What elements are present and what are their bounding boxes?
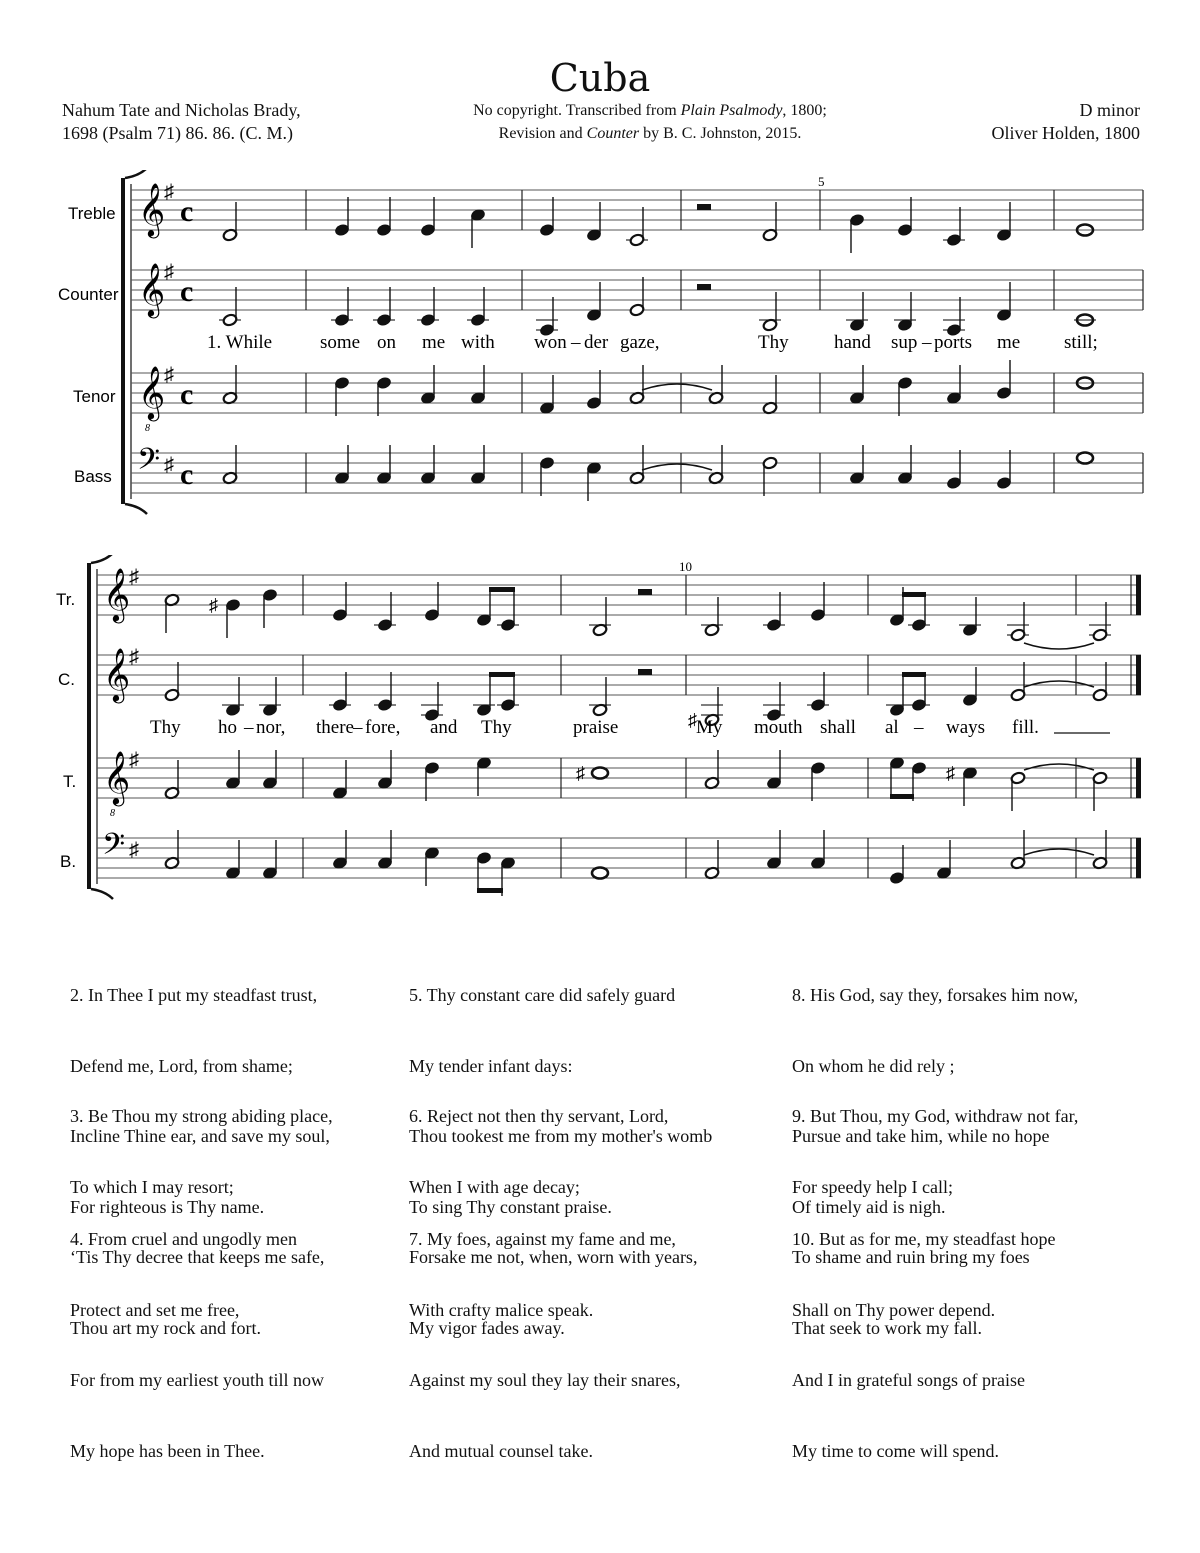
note — [810, 582, 825, 622]
final-barlines — [1131, 575, 1141, 878]
stanza-line: 6. Reject not then thy servant, Lord, — [409, 1106, 669, 1126]
note — [996, 450, 1011, 490]
sharp-icon: ♯ — [946, 763, 955, 783]
note — [849, 445, 864, 485]
tie — [642, 384, 712, 390]
note — [766, 750, 781, 790]
stanza-line: That seek to work my fall. — [792, 1317, 982, 1338]
note — [629, 445, 644, 485]
note — [897, 445, 912, 485]
note — [943, 297, 965, 337]
lyric-syllable: Thy — [758, 332, 789, 353]
note — [704, 840, 719, 880]
note — [894, 292, 916, 332]
note — [332, 582, 347, 622]
tie — [1024, 681, 1094, 687]
stanza-line: Pursue and take him, while no hope — [792, 1126, 1050, 1146]
lyric-hyphen: – — [353, 717, 363, 738]
copyright-note — [360, 99, 940, 145]
stanza-line: My hope has been in Thee. — [70, 1440, 265, 1461]
note — [476, 587, 491, 627]
stanza-line: Shall on Thy power depend. — [792, 1299, 996, 1320]
note — [996, 202, 1011, 242]
tune-credit — [992, 99, 1140, 145]
note — [629, 277, 644, 317]
note — [763, 592, 785, 632]
note — [222, 445, 237, 485]
note — [586, 282, 601, 322]
beam — [902, 672, 926, 677]
note — [946, 763, 978, 806]
staff-treble — [97, 575, 1141, 615]
note — [897, 197, 912, 237]
lyric-syllable: and — [430, 717, 458, 738]
note — [467, 287, 489, 327]
half-rest — [638, 589, 652, 595]
stanza-line: My time to come will spend. — [792, 1440, 999, 1461]
lyric-hyphen: – — [244, 717, 254, 738]
note — [417, 287, 439, 327]
stanza-line: ‘Tis Thy decree that keeps me safe, — [70, 1247, 325, 1267]
beam — [489, 587, 515, 592]
note — [708, 365, 723, 405]
note — [334, 376, 349, 416]
stanza-line: When I with age decay; — [409, 1176, 580, 1197]
sharp-icon: ♯ — [209, 595, 218, 615]
stanza-line: 7. My foes, against my fame and me, — [409, 1229, 676, 1249]
note — [586, 370, 601, 410]
stanza-line: 4. From cruel and ungodly men — [70, 1229, 297, 1249]
tie — [642, 464, 712, 470]
part-label-tenor: Tenor — [73, 387, 116, 406]
note — [1010, 662, 1025, 702]
lyric-syllable: me — [997, 332, 1021, 353]
tie — [1024, 849, 1094, 855]
note — [376, 376, 391, 416]
lyric-syllable: ways — [946, 717, 986, 738]
note — [810, 761, 825, 801]
note — [332, 830, 347, 870]
sharp-icon: ♯ — [129, 749, 139, 771]
part-label-counter: Counter — [58, 285, 119, 304]
note — [996, 360, 1011, 400]
note — [1089, 602, 1111, 642]
note — [329, 672, 351, 712]
note — [536, 297, 558, 337]
note — [332, 760, 347, 800]
note — [849, 365, 864, 405]
note — [374, 592, 396, 632]
lyric-syllable: fore, — [365, 717, 401, 738]
note — [701, 597, 723, 637]
note — [586, 461, 601, 501]
lyric-syllable: on — [377, 332, 396, 353]
stanza-line: My vigor fades away. — [409, 1317, 565, 1338]
copyright-line-1: No copyright. Transcribed from Plain Psalmody, 1800; — [473, 102, 827, 119]
treble-clef-icon: 𝄞 — [103, 649, 131, 700]
note — [762, 202, 777, 242]
note — [421, 682, 443, 722]
lyric-syllable: ports — [934, 332, 972, 353]
stanza-line: Incline Thine ear, and save my soul, — [70, 1126, 330, 1146]
lyric-syllable: hand — [834, 332, 871, 353]
beam — [890, 794, 914, 799]
staff-bass — [97, 838, 1141, 878]
beam — [477, 888, 503, 893]
stanza-line: Of timely aid is nigh. — [792, 1196, 946, 1217]
lyric-syllable: still; — [1064, 332, 1098, 353]
half-rest — [697, 204, 711, 210]
lyric-syllable: nor, — [256, 717, 286, 738]
note — [1010, 830, 1025, 870]
note — [164, 830, 179, 870]
tie — [1024, 764, 1094, 770]
lyric-syllable: mouth — [754, 717, 803, 738]
note — [262, 840, 277, 880]
stanza-line: 2. In Thee I put my steadfast trust, — [70, 985, 318, 1005]
note — [420, 197, 435, 237]
note — [225, 750, 240, 790]
stanza-line: For righteous is Thy name. — [70, 1196, 265, 1217]
note — [704, 750, 719, 790]
part-label-bass: B. — [60, 852, 77, 871]
lyric-hyphen: – — [571, 332, 581, 353]
sharp-icon: ♯ — [129, 566, 139, 588]
note — [766, 830, 781, 870]
half-rest — [697, 284, 711, 290]
note — [759, 292, 781, 332]
sharp-icon: ♯ — [164, 181, 174, 203]
note — [225, 840, 240, 880]
stanza-line: Defend me, Lord, from shame; — [70, 1055, 293, 1076]
note — [1010, 771, 1025, 811]
note — [209, 595, 241, 638]
part-label-bass: Bass — [74, 467, 112, 486]
lyric-syllable: al — [885, 717, 899, 738]
stanza-line: For speedy help I call; — [792, 1176, 953, 1197]
note — [576, 763, 608, 783]
note — [589, 677, 611, 717]
clefs-system-2 — [102, 568, 130, 868]
note — [1092, 830, 1107, 870]
lyric-syllable: Thy — [481, 717, 512, 738]
lyric-syllable: sup — [891, 332, 918, 353]
staff-tenor — [97, 758, 1141, 798]
stanza-line: 5. Thy constant care did safely guard — [409, 985, 676, 1005]
bass-clef-icon: 𝄢 — [137, 443, 161, 483]
part-label-treble: Tr. — [56, 590, 76, 609]
note — [908, 592, 930, 632]
lyric-syllable: praise — [573, 717, 619, 738]
note — [424, 582, 439, 622]
staff-treble — [131, 190, 1143, 230]
treble-8vb-clef-icon: 𝄞 — [103, 752, 131, 803]
score-system-1 — [0, 170, 1200, 515]
lyrics-system-1 — [207, 332, 1098, 353]
common-time-icon: c — [180, 275, 194, 308]
note — [377, 830, 392, 870]
note — [424, 761, 439, 801]
note — [219, 287, 241, 327]
sharp-icon: ♯ — [164, 364, 174, 386]
note — [262, 750, 277, 790]
note — [377, 750, 392, 790]
stanza-line: For from my earliest youth till now — [70, 1370, 324, 1390]
note — [539, 456, 554, 496]
note — [262, 588, 277, 628]
stanza-4 — [70, 1181, 324, 1487]
lyric-syllable: some — [320, 332, 361, 353]
stanza-line: And I in grateful songs of praise — [792, 1370, 1025, 1390]
lyrics-system-2 — [150, 717, 1110, 738]
treble-clef-icon: 𝄞 — [138, 264, 166, 315]
stanza-line: On whom he did rely ; — [792, 1055, 955, 1076]
note — [626, 207, 648, 247]
stanza-line: To shame and ruin bring my foes — [792, 1247, 1030, 1267]
stanza-line: To sing Thy constant praise. — [409, 1196, 612, 1217]
notes-system-2 — [164, 582, 1111, 896]
note — [376, 445, 391, 485]
note — [762, 456, 777, 496]
sharp-icon: ♯ — [129, 646, 139, 668]
lyric-syllable: ho — [218, 717, 237, 738]
treble-8vb-clef-icon: 𝄞 — [138, 367, 166, 418]
note — [807, 672, 829, 712]
note — [846, 292, 868, 332]
sharp-icon: ♯ — [164, 454, 174, 476]
note — [1092, 662, 1107, 702]
copyright-line-2: Revision and Counter by B. C. Johnston, 2015. — [498, 125, 802, 142]
stanza-7 — [409, 1181, 680, 1487]
stanza-line: 10. But as for me, my steadfast hope — [792, 1229, 1056, 1249]
note — [164, 593, 179, 633]
note — [946, 365, 961, 405]
half-rest — [638, 669, 652, 675]
stanza-line: And mutual counsel take. — [409, 1440, 593, 1461]
stanza-10 — [792, 1181, 1055, 1487]
note — [476, 851, 491, 891]
note — [936, 840, 951, 880]
note — [908, 672, 930, 712]
measure-number: 5 — [818, 174, 825, 189]
note — [946, 450, 961, 490]
note — [1074, 315, 1096, 326]
lyric-hyphen: – — [914, 717, 924, 738]
note — [849, 213, 864, 253]
lyric-syllable: shall — [820, 717, 856, 738]
lyric-syllable: 1. While — [207, 332, 273, 353]
stanza-line: Forsake me not, when, worn with years, — [409, 1247, 698, 1267]
note — [331, 287, 353, 327]
common-time-icon: c — [180, 378, 194, 411]
common-time-icon: c — [180, 458, 194, 491]
note — [897, 376, 912, 416]
lyric-syllable: My — [696, 717, 723, 738]
note — [763, 682, 785, 722]
time-signatures-system-1 — [180, 195, 193, 491]
note — [164, 662, 179, 702]
lyric-syllable: won — [534, 332, 567, 353]
note — [497, 592, 519, 632]
note — [589, 597, 611, 637]
note — [376, 197, 391, 237]
staff-counter — [97, 655, 1141, 695]
sharp-icon: ♯ — [688, 710, 697, 730]
lyric-syllable: Thy — [150, 717, 181, 738]
octave-mark: 8 — [145, 423, 150, 434]
note — [420, 365, 435, 405]
note — [476, 756, 491, 796]
lyric-hyphen: – — [922, 332, 932, 353]
bass-clef-icon: 𝄢 — [102, 828, 126, 868]
stanza-line: 8. His God, say they, forsakes him now, — [792, 985, 1079, 1005]
note — [1007, 602, 1029, 642]
note — [539, 375, 554, 415]
stanza-line: 3. Be Thou my strong abiding place, — [70, 1106, 333, 1126]
note — [629, 365, 644, 405]
note — [424, 846, 439, 886]
note — [222, 677, 244, 717]
note — [1077, 453, 1093, 464]
sharp-icon: ♯ — [576, 763, 585, 783]
measure-number: 10 — [679, 559, 692, 574]
stanza-line: To which I may resort; — [70, 1176, 234, 1197]
lyric-syllable: der — [584, 332, 609, 353]
note — [539, 197, 554, 237]
beam — [902, 592, 926, 597]
note — [586, 202, 601, 242]
note — [810, 830, 825, 870]
note — [996, 282, 1011, 322]
key-label: D minor — [1079, 100, 1140, 120]
lyric-syllable: me — [422, 332, 446, 353]
note — [334, 197, 349, 237]
stanza-line: Thou tookest me from my mother's womb — [409, 1126, 713, 1146]
treble-clef-icon: 𝄞 — [138, 184, 166, 235]
common-time-icon: c — [180, 195, 194, 228]
note — [164, 760, 179, 800]
lyric-syllable: fill. — [1012, 717, 1039, 738]
treble-clef-icon: 𝄞 — [103, 569, 131, 620]
tie — [1024, 643, 1094, 649]
note — [592, 868, 608, 879]
lyric-syllable: there — [316, 717, 354, 738]
text-credit — [62, 99, 301, 145]
lyric-syllable: with — [461, 332, 495, 353]
note — [470, 208, 485, 248]
note — [473, 677, 495, 717]
note — [708, 445, 723, 485]
note — [762, 375, 777, 415]
note — [374, 672, 396, 712]
note — [959, 597, 981, 637]
hymn-title: Cuba — [549, 56, 651, 100]
beam — [489, 672, 515, 677]
stanza-line: With crafty malice speak. — [409, 1299, 594, 1320]
note — [222, 202, 237, 242]
note — [470, 445, 485, 485]
note — [889, 845, 904, 885]
stanza-line: My tender infant days: — [409, 1055, 573, 1076]
note — [943, 207, 965, 247]
sharp-icon: ♯ — [164, 261, 174, 283]
octave-mark: 8 — [110, 808, 115, 819]
stanza-line: Thou art my rock and fort. — [70, 1317, 261, 1338]
note — [1092, 771, 1107, 811]
clefs-system-1 — [137, 183, 165, 483]
key-signatures-system-1 — [164, 181, 174, 476]
composer-credit: Oliver Holden, 1800 — [991, 123, 1140, 143]
part-label-tenor: T. — [63, 772, 77, 791]
note — [497, 672, 519, 712]
text-credit-line-1: Nahum Tate and Nicholas Brady, — [62, 100, 301, 120]
key-signatures-system-2 — [129, 566, 139, 861]
note — [222, 365, 237, 405]
stanza-line: Against my soul they lay their snares, — [409, 1370, 681, 1390]
part-label-treble: Treble — [68, 204, 116, 223]
note — [259, 677, 281, 717]
stanza-line: 9. But Thou, my God, withdraw not far, — [792, 1106, 1079, 1126]
note — [962, 667, 977, 707]
note — [334, 445, 349, 485]
note — [886, 677, 908, 717]
part-label-counter: C. — [58, 670, 75, 689]
sharp-icon: ♯ — [129, 839, 139, 861]
note — [373, 287, 395, 327]
lyric-syllable: gaze, — [620, 332, 660, 353]
note — [889, 756, 904, 796]
note — [420, 445, 435, 485]
score-system-2 — [0, 555, 1200, 900]
text-credit-line-2: 1698 (Psalm 71) 86. 86. (C. M.) — [62, 123, 293, 143]
stanza-line: Protect and set me free, — [70, 1299, 240, 1320]
note — [470, 365, 485, 405]
